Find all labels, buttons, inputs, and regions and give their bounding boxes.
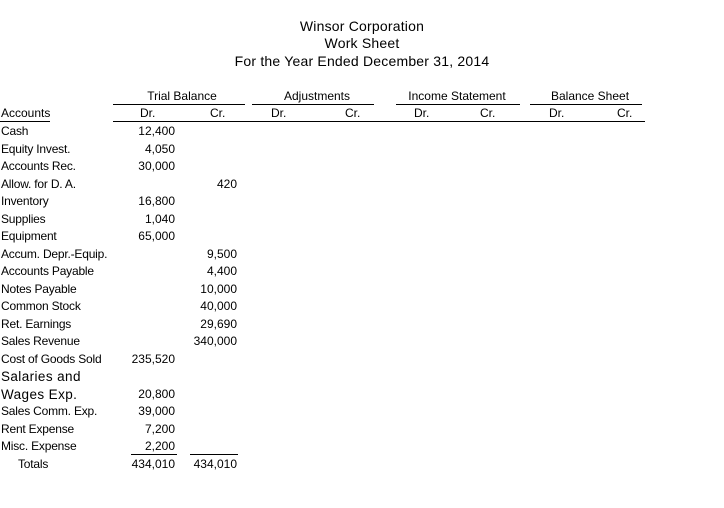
account-name: Rent Expense <box>1 422 74 436</box>
cr-header: Cr. <box>480 106 496 120</box>
trial-cr: 420 <box>216 177 237 191</box>
report-period: For the Year Ended December 31, 2014 <box>234 53 490 69</box>
trial-dr: 1,040 <box>144 212 175 226</box>
trial-cr: 10,000 <box>200 282 237 296</box>
trial-dr: 20,800 <box>138 387 175 401</box>
trial-dr: 30,000 <box>138 159 175 173</box>
total-cr: 434,010 <box>193 457 237 471</box>
company-name: Winsor Corporation <box>299 18 425 34</box>
group-trial-balance: Trial Balance <box>147 89 217 103</box>
trial-cr: 40,000 <box>200 299 237 313</box>
account-name: Cash <box>1 124 29 138</box>
account-name: Notes Payable <box>1 282 77 296</box>
group-income-statement: Income Statement <box>408 89 506 103</box>
trial-dr: 2,200 <box>144 439 175 453</box>
trial-cr: 29,690 <box>200 317 237 331</box>
account-name: Sales Revenue <box>1 334 80 348</box>
trial-dr: 65,000 <box>138 229 175 243</box>
accounts-header: Accounts <box>1 106 51 120</box>
trial-dr: 7,200 <box>144 422 175 436</box>
account-name: Inventory <box>1 194 49 208</box>
dr-header: Dr. <box>549 106 565 120</box>
cr-header: Cr. <box>210 106 226 120</box>
totals-label: Totals <box>18 457 49 471</box>
account-name: Salaries and <box>1 369 81 384</box>
group-balance-sheet: Balance Sheet <box>550 89 630 103</box>
account-name: Misc. Expense <box>1 439 77 453</box>
dr-header: Dr. <box>140 106 156 120</box>
account-name: Cost of Goods Sold <box>1 352 102 366</box>
account-name: Accounts Rec. <box>1 159 76 173</box>
account-name: Allow. for D. A. <box>1 177 76 191</box>
account-name: Wages Exp. <box>1 387 78 402</box>
header-underline <box>113 121 645 122</box>
group-adjustments: Adjustments <box>283 89 351 103</box>
trial-dr: 4,050 <box>144 142 175 156</box>
account-name: Accounts Payable <box>1 264 94 278</box>
dr-header: Dr. <box>271 106 287 120</box>
account-name: Common Stock <box>1 299 81 313</box>
account-name: Equipment <box>1 229 57 243</box>
total-underline <box>190 454 238 455</box>
account-name: Sales Comm. Exp. <box>1 404 98 418</box>
account-name: Supplies <box>1 212 46 226</box>
dr-header: Dr. <box>414 106 430 120</box>
account-name: Ret. Earnings <box>1 317 72 331</box>
cr-header: Cr. <box>617 106 633 120</box>
trial-dr: 39,000 <box>138 404 175 418</box>
trial-dr: 12,400 <box>138 124 175 138</box>
account-name: Equity Invest. <box>1 142 71 156</box>
trial-cr: 9,500 <box>206 247 237 261</box>
trial-cr: 4,400 <box>206 264 237 278</box>
report-name: Work Sheet <box>324 35 400 51</box>
header-underline <box>0 121 50 122</box>
trial-dr: 16,800 <box>138 194 175 208</box>
trial-cr: 340,000 <box>193 334 237 348</box>
cr-header: Cr. <box>345 106 361 120</box>
total-underline <box>131 454 177 455</box>
total-dr: 434,010 <box>131 457 175 471</box>
trial-dr: 235,520 <box>131 352 175 366</box>
account-name: Accum. Depr.-Equip. <box>1 247 108 261</box>
